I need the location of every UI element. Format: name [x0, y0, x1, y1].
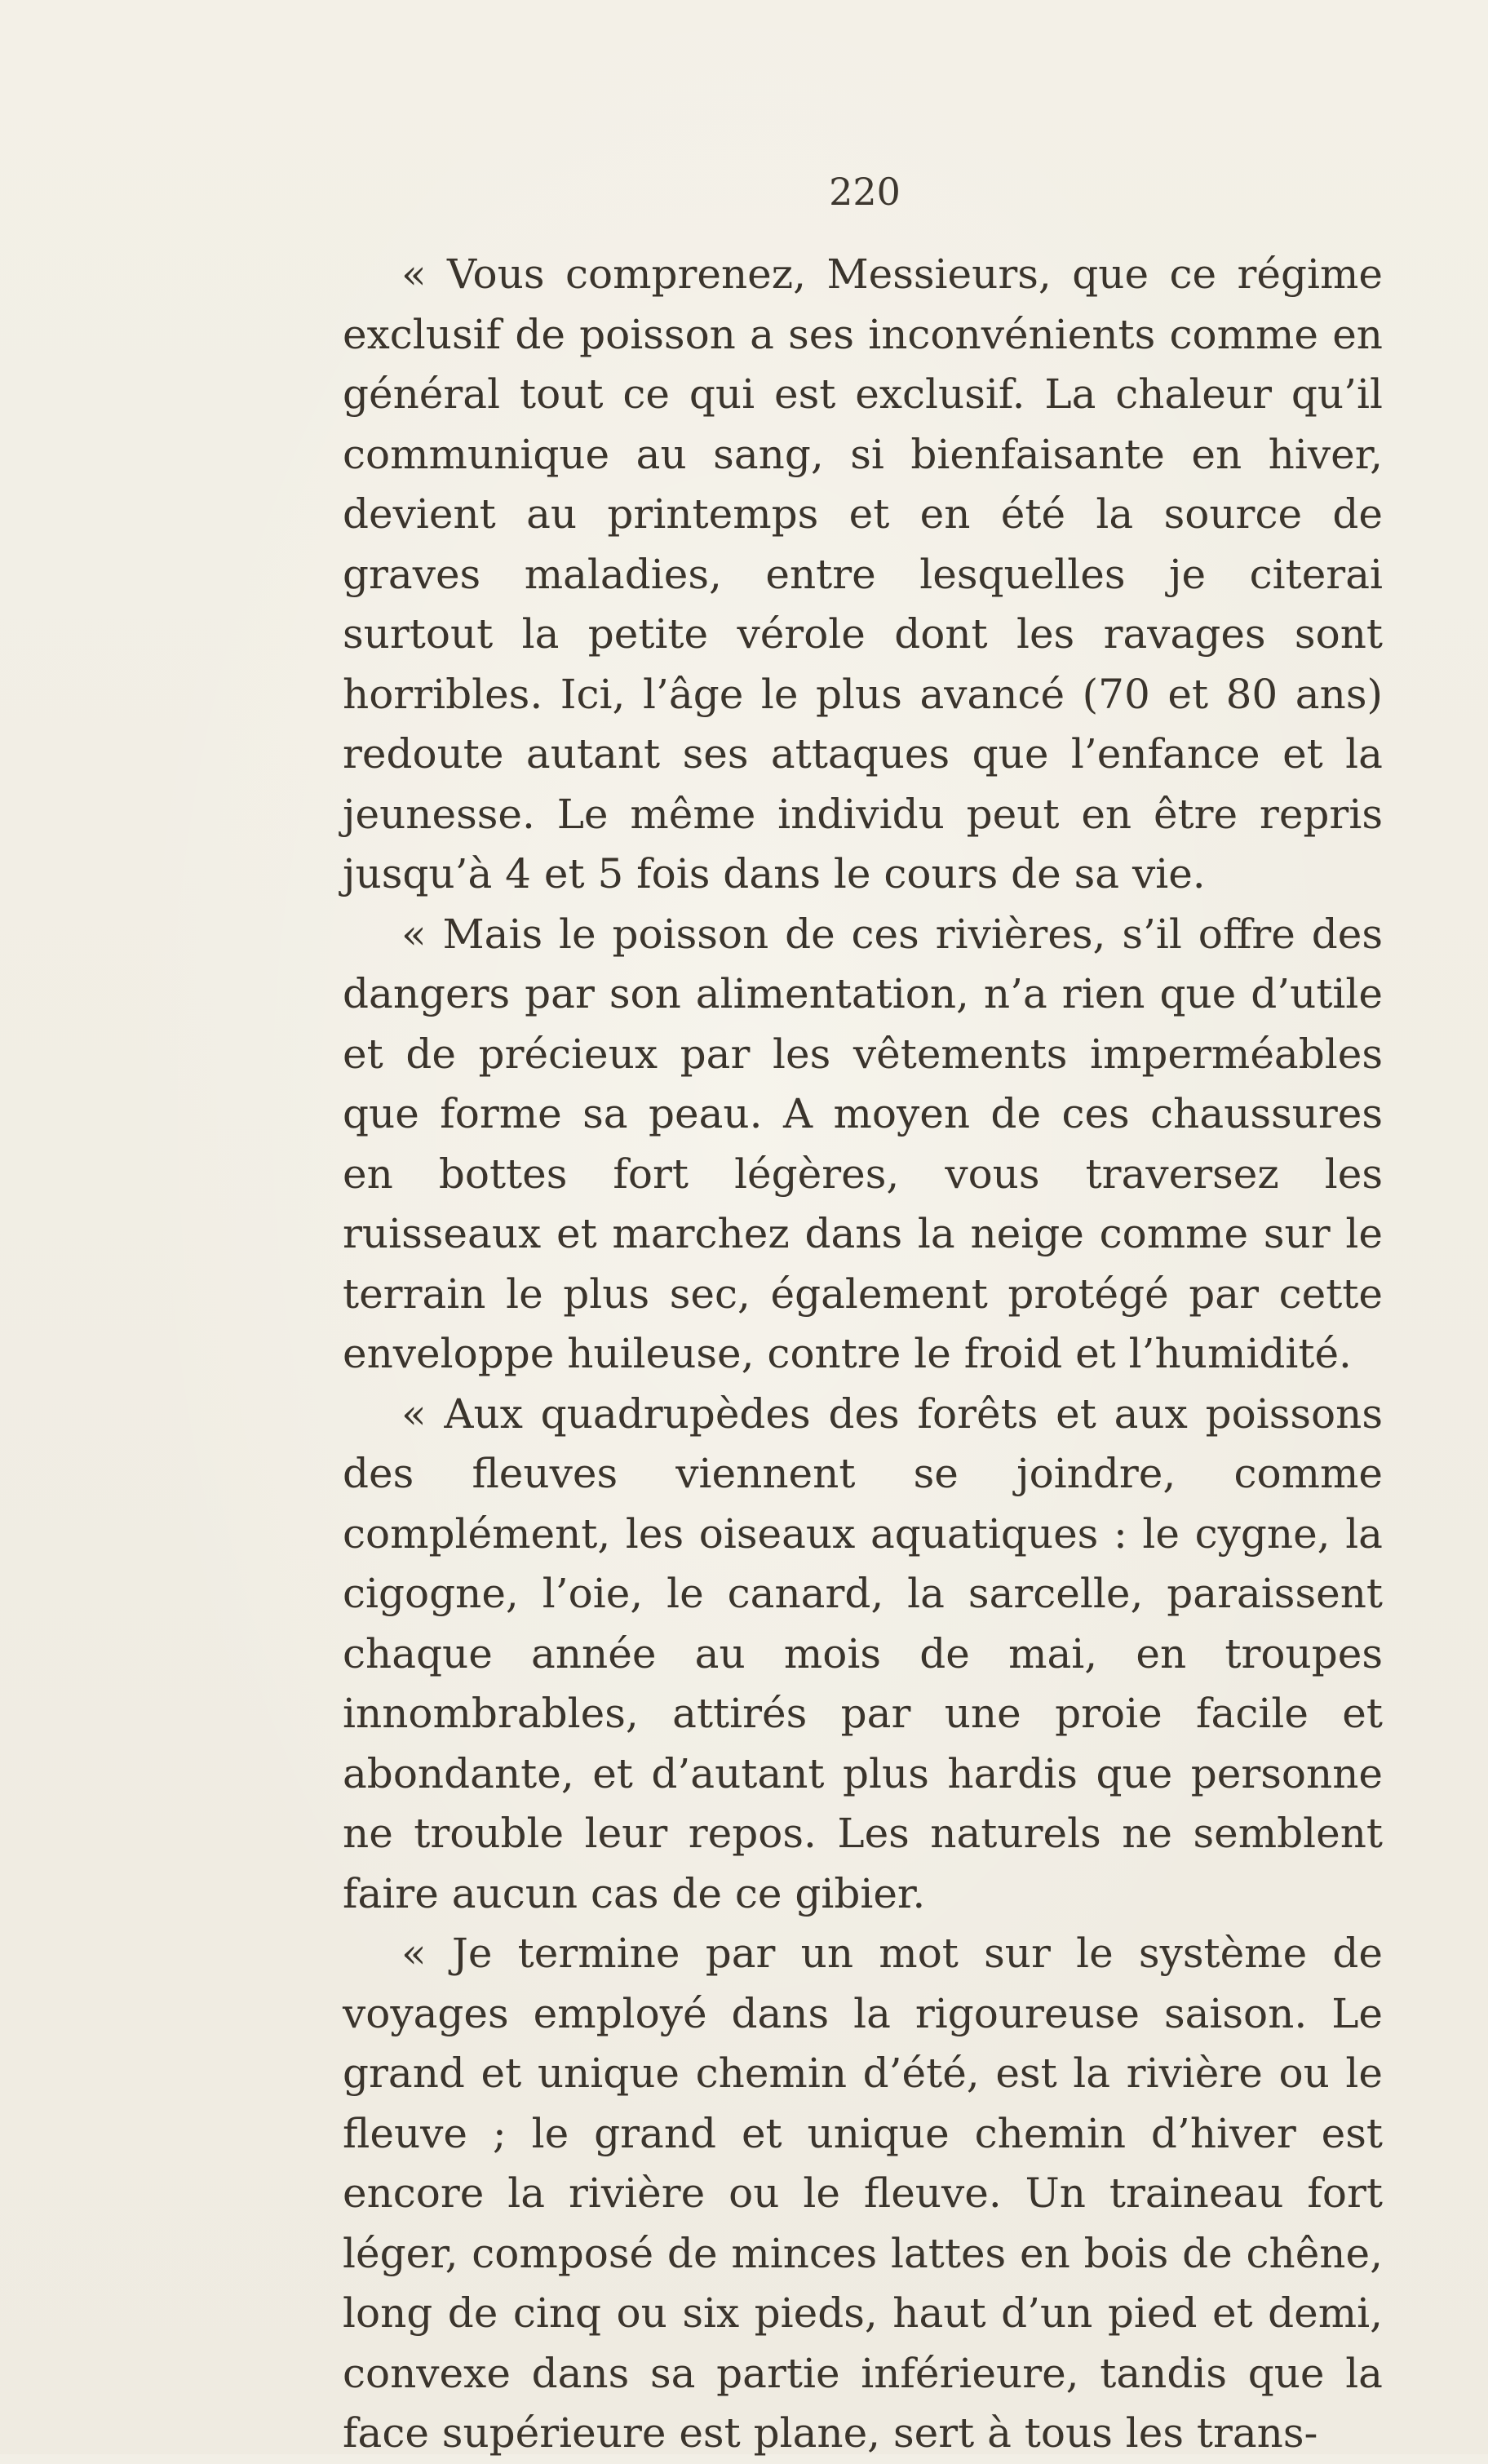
paragraph-3: « Aux quadrupèdes des forêts et aux poissons des fleuves viennent se joindre, comme complément, les oiseaux aquatiques : le cygne, la cigogne, l’oie, le canard, la sarcelle, paraissent chaque année au mois de mai, en troupes innombrables, attirés par une proie facile et abondante, et d’autant plus hardis que personne ne trouble leur repos. Les naturels ne semblent faire aucun cas de ce gibier.: [343, 1389, 1383, 1917]
paragraph-2: « Mais le poisson de ces rivières, s’il offre des dangers par son alimentation, n’a rien que d’utile et de précieux par les vêtements imperméables que forme sa peau. A moyen de ces chaussures en bottes fort légères, vous traversez les ruisseaux et marchez dans la neige comme sur le terrain le plus sec, également protégé par cette enveloppe huileuse, contre le froid et l’humidité.: [343, 910, 1383, 1377]
paragraph-4: « Je termine par un mot sur le système de voyages employé dans la rigoureuse saison. Le grand et unique chemin d’été, est la rivière ou le fleuve ; le grand et unique chemin d’hiver est encore la rivière ou le fleuve. Un traineau fort léger, composé de minces lattes en bois de chêne, long de cinq ou six pieds, haut d’un pied et demi, convexe dans sa partie inférieure, tandis que la face supérieure est plane, sert à tous les trans-: [343, 1930, 1383, 2457]
body-text: [343, 245, 1383, 2464]
paragraph-1: « Vous comprenez, Messieurs, que ce régime exclusif de poisson a ses inconvénients comme en général tout ce qui est exclusif. La chaleur qu’il communique au sang, si bienfaisante en hiver, devient au printemps et en été la source de graves maladies, entre lesquelles je citerai surtout la petite vérole dont les ravages sont horribles. Ici, l’âge le plus avancé (70 et 80 ans) redoute autant ses attaques que l’enfance et la jeunesse. Le même individu peut en être repris jusqu’à 4 et 5 fois dans le cours de sa vie.: [343, 250, 1383, 897]
page-number: 220: [829, 170, 901, 214]
